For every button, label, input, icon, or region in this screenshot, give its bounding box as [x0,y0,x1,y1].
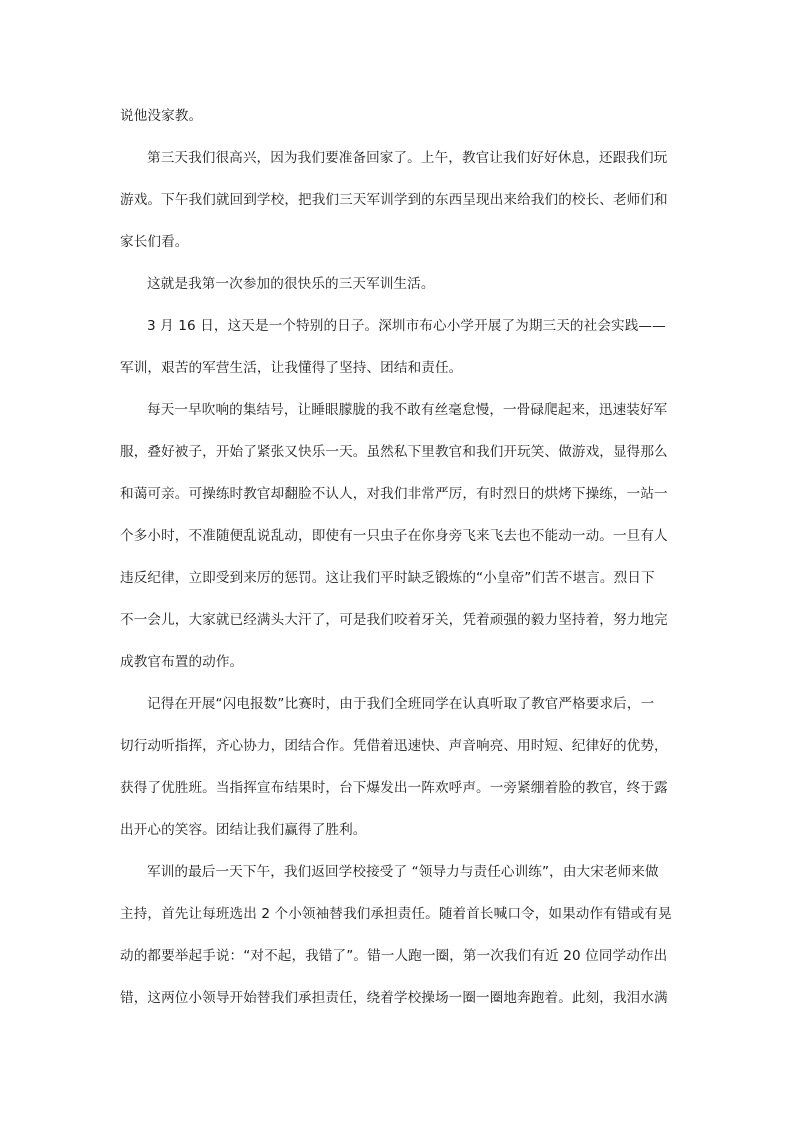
text-line-15: 记得在开展“闪电报数”比赛时，由于我们全班同学在认真听取了教官严格要求后，一 [147,696,655,712]
text-line-22: 错，这两位小领导开始替我们承担责任，绕着学校操场一圈一圈地奔跑着。此刻，我泪水满 [120,990,668,1006]
text-line-7: 军训，艰苦的军营生活，让我懂得了坚持、团结和责任。 [120,360,463,376]
text-line-2: 第三天我们很高兴，因为我们要准备回家了。上午，教官让我们好好休息，还跟我们玩 [147,150,668,166]
text-line-9: 服，叠好被子，开始了紧张又快乐一天。虽然私下里教官和我们开玩笑、做游戏，显得那么 [120,444,668,460]
text-line-21: 动的都要举起手说：“对不起，我错了”。错一人跑一圈，第一次我们有近 20 位同学动作出 [120,948,668,964]
text-line-12: 违反纪律，立即受到来厉的惩罚。这让我们平时缺乏锻炼的“小皇帝”们苦不堪言。烈日下 [120,570,655,586]
text-line-16: 切行动听指挥，齐心协力，团结合作。凭借着迅速快、声音响亮、用时短、纪律好的优势， [120,738,668,754]
text-line-1: 说他没家教。 [120,108,203,124]
text-line-20: 主持，首先让每班选出 2 个小领袖替我们承担责任。随着首长喊口令，如果动作有错或有晃 [120,906,672,922]
text-line-3: 游戏。下午我们就回到学校，把我们三天军训学到的东西呈现出来给我们的校长、老师们和 [120,192,668,208]
text-line-10: 和蔼可亲。可操练时教官却翻脸不认人，对我们非常严厉，有时烈日的烘烤下操练，一站一 [120,486,668,502]
text-line-6: 3 月 16 日，这天是一个特别的日子。深圳市布心小学开展了为期三天的社会实践—— [147,318,666,334]
text-line-8: 每天一早吹响的集结号，让睡眼朦胧的我不敢有丝毫怠慢，一骨碌爬起来，迅速装好军 [147,402,668,418]
text-line-17: 获得了优胜班。当指挥宣布结果时，台下爆发出一阵欢呼声。一旁紧绷着脸的教官，终于露 [120,780,668,796]
text-line-18: 出开心的笑容。团结让我们赢得了胜利。 [120,822,367,838]
text-line-14: 成教官布置的动作。 [120,654,244,670]
text-line-13: 不一会儿，大家就已经满头大汗了，可是我们咬着牙关，凭着顽强的毅力坚持着，努力地完 [120,612,668,628]
text-line-19: 军训的最后一天下午，我们返回学校接受了 “领导力与责任心训练”，由大宋老师来做 [147,864,659,880]
text-line-11: 个多小时，不准随便乱说乱动，即使有一只虫子在你身旁飞来飞去也不能动一动。一旦有人 [120,528,668,544]
text-line-5: 这就是我第一次参加的很快乐的三天军训生活。 [147,276,435,292]
text-line-4: 家长们看。 [120,234,189,250]
